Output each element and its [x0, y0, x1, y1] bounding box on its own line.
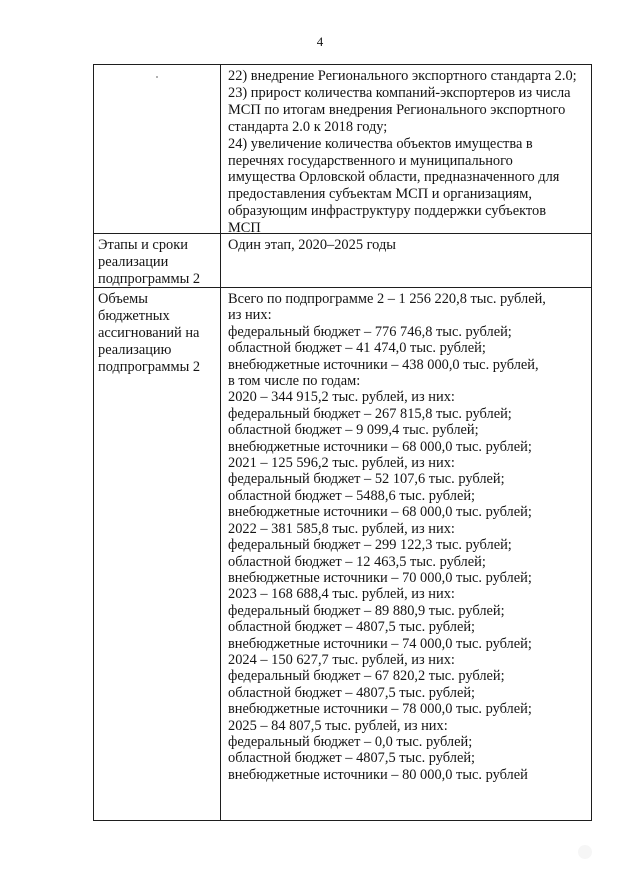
text-line: реализации [98, 253, 169, 270]
passport-table [93, 64, 592, 821]
text-line: 2020 – 344 915,2 тыс. рублей, из них: [228, 389, 455, 406]
text-line: внебюджетные источники – 78 000,0 тыс. рублей; [228, 701, 532, 718]
text-line: реализацию [98, 341, 172, 358]
text-line: перечнях государственного и муниципального [228, 152, 513, 169]
text-line: стандарта 2.0 к 2018 году; [228, 118, 388, 135]
text-line: МСП [228, 220, 261, 237]
row-value-cell [221, 288, 591, 820]
table-row-indicators [94, 65, 591, 237]
text-line: предоставления субъектам МСП и организациям, [228, 186, 532, 203]
text-line: областной бюджет – 4807,5 тыс. рублей; [228, 619, 476, 636]
text-line: Объемы [98, 291, 148, 307]
row-value-cell [221, 65, 591, 237]
text-line: областной бюджет – 12 463,5 тыс. рублей; [228, 553, 486, 570]
text-line: образующим инфраструктуру поддержки субъектов [228, 203, 546, 220]
text-line: 22) внедрение Регионального экспортного стандарта 2.0; [228, 68, 577, 84]
text-line: из них: [228, 307, 272, 324]
text-line: федеральный бюджет – 52 107,6 тыс. рублей; [228, 471, 505, 488]
row-value-cell [221, 234, 591, 287]
text-line: внебюджетные источники – 74 000,0 тыс. рублей; [228, 635, 532, 652]
text-line: федеральный бюджет – 267 815,8 тыс. рублей; [228, 405, 512, 422]
text-line: бюджетных [98, 307, 170, 324]
text-line: областной бюджет – 41 474,0 тыс. рублей; [228, 340, 486, 357]
text-line: областной бюджет – 9 099,4 тыс. рублей; [228, 422, 479, 439]
text-line: 2022 – 381 585,8 тыс. рублей, из них: [228, 520, 455, 537]
text-line: внебюджетные источники – 68 000,0 тыс. рублей; [228, 438, 532, 455]
text-line: ассигнований на [98, 324, 200, 341]
text-line: федеральный бюджет – 0,0 тыс. рублей; [228, 733, 473, 750]
text-line: Один этап, 2020–2025 годы [228, 237, 396, 253]
text-line: внебюджетные источники – 68 000,0 тыс. рублей; [228, 504, 532, 521]
text-line: подпрограммы 2 [98, 270, 201, 287]
text-line: подпрограммы 2 [98, 358, 201, 375]
table-row-funding [94, 288, 591, 820]
text-line: Всего по подпрограмме 2 – 1 256 220,8 тыс. рублей, [228, 291, 546, 307]
text-line: 23) прирост количества компаний-экспортеров из числа [228, 84, 571, 101]
text-line: МСП по итогам внедрения Регионального экспортного [228, 101, 566, 118]
text-line: областной бюджет – 5488,6 тыс. рублей; [228, 487, 476, 504]
text-line: федеральный бюджет – 776 746,8 тыс. рублей; [228, 323, 512, 340]
row-label-cell [94, 234, 221, 287]
row-label-cell [94, 288, 221, 820]
scan-artifact-mark [578, 845, 592, 859]
text-line: имущества Орловской области, предназначенного для [228, 169, 560, 186]
text-line: внебюджетные источники – 80 000,0 тыс. рублей [228, 766, 528, 783]
text-line: федеральный бюджет – 67 820,2 тыс. рублей; [228, 668, 505, 685]
page-number: 4 [316, 34, 324, 49]
text-line: в том числе по годам: [228, 373, 361, 390]
text-line: 2021 – 125 596,2 тыс. рублей, из них: [228, 455, 455, 472]
text-line: областной бюджет – 4807,5 тыс. рублей; [228, 750, 476, 767]
table-row-stages [94, 234, 591, 288]
text-line: 24) увеличение количества объектов имущества в [228, 135, 533, 152]
text-line: 2023 – 168 688,4 тыс. рублей, из них: [228, 586, 455, 603]
text-line: внебюджетные источники – 438 000,0 тыс. рублей, [228, 356, 539, 373]
text-line: внебюджетные источники – 70 000,0 тыс. рублей; [228, 569, 532, 586]
scan-dot-mark [156, 76, 158, 78]
row-label-cell [94, 65, 221, 233]
text-line: Этапы и сроки [98, 237, 188, 253]
text-line: федеральный бюджет – 89 880,9 тыс. рублей; [228, 602, 505, 619]
text-line: 2024 – 150 627,7 тыс. рублей, из них: [228, 651, 455, 668]
text-line: 2025 – 84 807,5 тыс. рублей, из них: [228, 717, 448, 734]
text-line: федеральный бюджет – 299 122,3 тыс. рублей; [228, 537, 512, 554]
text-line: областной бюджет – 4807,5 тыс. рублей; [228, 684, 476, 701]
